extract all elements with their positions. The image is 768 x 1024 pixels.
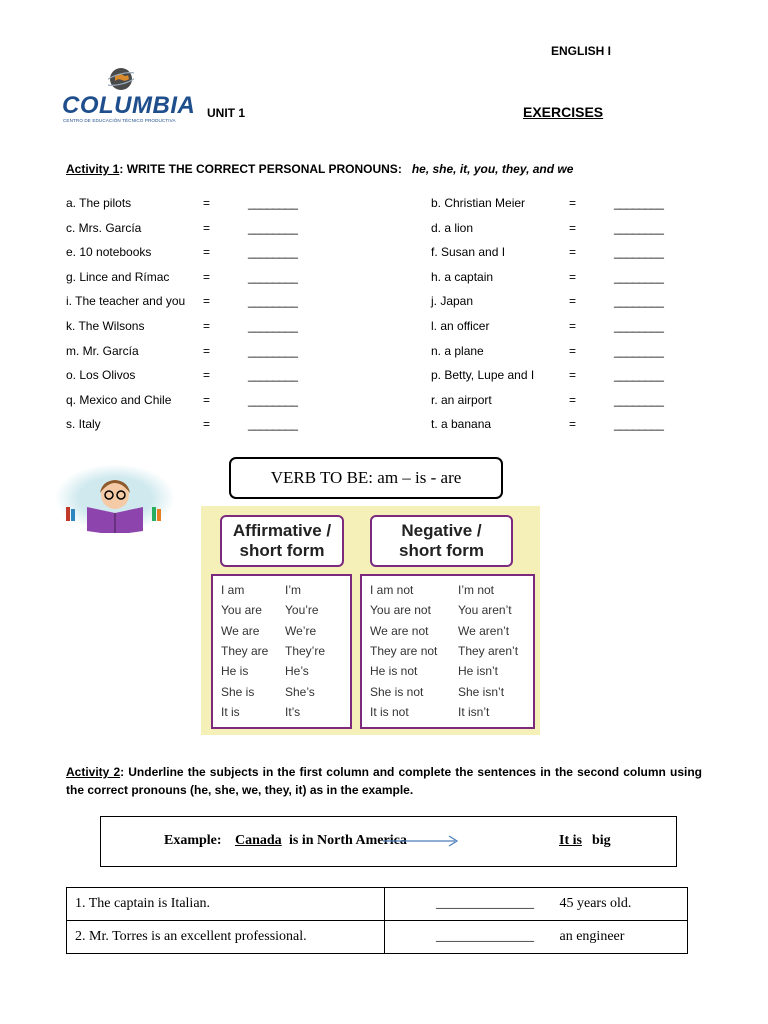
short-form-cell: She isn’t [458, 684, 505, 699]
full-form-cell: I am not [370, 583, 414, 597]
pronoun-item-label: q. Mexico and Chile [66, 393, 172, 407]
answer-blank[interactable]: ________ [248, 270, 298, 284]
equals-sign: = [203, 368, 211, 382]
answer-tail: an engineer [559, 929, 625, 944]
equals-sign: = [203, 417, 211, 431]
activity1-instruction: : WRITE THE CORRECT PERSONAL PRONOUNS: [119, 162, 402, 176]
pronoun-item-label: k. The Wilsons [66, 319, 145, 333]
activity1-label: Activity 1 [66, 162, 120, 176]
equals-sign: = [569, 368, 577, 382]
example-sentence-rest: is in North America [289, 833, 407, 848]
equals-sign: = [569, 221, 577, 235]
pronoun-item-label: r. an airport [431, 393, 492, 407]
short-form-cell: You aren’t [458, 603, 512, 618]
verb-to-be-box: VERB TO BE: am – is - are [229, 457, 503, 499]
table-row [67, 921, 688, 954]
answer-blank[interactable]: ________ [614, 270, 664, 284]
full-form-cell: You are not [370, 603, 431, 618]
page-title: EXERCISES [523, 104, 604, 120]
equals-sign: = [203, 221, 211, 235]
pronoun-item-label: j. Japan [431, 294, 474, 308]
short-form-cell: She’s [285, 684, 315, 699]
sentence-cell: 1. The captain is Italian. [67, 888, 385, 921]
pronoun-item-label: f. Susan and I [431, 245, 506, 259]
activity2-instruction: : Underline the subjects in the first column and complete the sentences in the second column using the correct pronouns (he, she, we, they, it) as in the example. [66, 765, 702, 797]
short-form-cell: I’m not [458, 583, 495, 597]
answer-blank[interactable]: ________ [248, 319, 298, 333]
full-form-cell: We are [221, 623, 260, 638]
reading-child-illustration [54, 463, 176, 533]
answer-blank[interactable]: ________ [248, 196, 298, 210]
pronoun-item-label: e. 10 notebooks [66, 245, 152, 259]
negative-grid [360, 574, 535, 729]
affirmative-header-line1: Affirmative / [232, 521, 332, 540]
affirmative-header-line2: short form [239, 541, 325, 560]
full-form-cell: They are not [370, 643, 438, 658]
answer-tail: 45 years old. [559, 896, 632, 911]
equals-sign: = [203, 270, 211, 284]
arrow-right-icon [383, 834, 459, 848]
equals-sign: = [203, 196, 211, 210]
pronoun-item-label: i. The teacher and you [66, 294, 186, 308]
unit-label: UNIT 1 [207, 106, 246, 120]
answer-blank[interactable]: ________ [614, 344, 664, 358]
answer-blank[interactable]: ________ [248, 221, 298, 235]
full-form-cell: They are [221, 643, 269, 658]
affirmative-grid [211, 574, 352, 729]
answer-blank[interactable]: ________ [614, 319, 664, 333]
full-form-cell: He is not [370, 664, 418, 679]
pronoun-item-label: g. Lince and Rímac [66, 270, 170, 284]
pronoun-item-label: n. a plane [431, 344, 484, 358]
pronoun-item-label: m. Mr. García [66, 344, 139, 358]
logo-subtitle: CENTRO DE EDUCACIÓN TÉCNICO PRODUCTIVA [63, 118, 176, 123]
full-form-cell: She is not [370, 684, 424, 699]
activity1-options: he, she, it, you, they, and we [411, 162, 574, 176]
answer-blank[interactable]: ________ [614, 294, 664, 308]
negative-header-line1: Negative / [401, 521, 482, 540]
short-form-cell: I’m [285, 583, 301, 597]
short-form-cell: They’re [285, 643, 326, 658]
pronoun-item-label: s. Italy [66, 417, 101, 431]
logo-wordmark: COLUMBIA [62, 92, 196, 119]
equals-sign: = [569, 245, 577, 259]
short-form-cell: It’s [285, 704, 301, 719]
pronoun-item-label: t. a banana [431, 417, 492, 431]
sentences-table [66, 887, 688, 954]
verb-to-be-table [201, 506, 540, 735]
equals-sign: = [569, 196, 577, 210]
course-title: ENGLISH I [551, 44, 612, 58]
answer-blank[interactable]: ________ [248, 344, 298, 358]
answer-cell[interactable] [385, 888, 688, 921]
answer-blank[interactable]: ________ [248, 368, 298, 382]
pronoun-item-label: b. Christian Meier [431, 196, 526, 210]
answer-blank[interactable]: ________ [248, 393, 298, 407]
equals-sign: = [203, 294, 211, 308]
answer-blank[interactable]: ________ [614, 221, 664, 235]
pronoun-item-label: p. Betty, Lupe and I [431, 368, 535, 382]
answer-blank[interactable]: ________ [614, 393, 664, 407]
equals-sign: = [569, 417, 577, 431]
answer-blank[interactable]: ________ [614, 196, 664, 210]
answer-blank[interactable]: ________ [614, 417, 664, 431]
equals-sign: = [569, 270, 577, 284]
answer-cell[interactable] [385, 921, 688, 954]
example-tail: big [592, 833, 611, 848]
answer-blank[interactable]: ______________ [436, 896, 534, 911]
negative-header-line2: short form [399, 541, 484, 560]
negative-header [370, 515, 513, 567]
pronoun-item-label: a. The pilots [66, 196, 132, 210]
short-form-cell: He isn’t [458, 664, 499, 679]
pronoun-item-label: o. Los Olivos [66, 368, 136, 382]
short-form-cell: We’re [285, 623, 317, 638]
answer-blank[interactable]: ________ [248, 417, 298, 431]
activity1-heading [66, 162, 573, 176]
answer-blank[interactable]: ________ [614, 368, 664, 382]
example-answer: It is [559, 833, 582, 848]
equals-sign: = [203, 393, 211, 407]
pronoun-item-label: h. a captain [431, 270, 494, 284]
short-form-cell: He’s [285, 664, 309, 679]
short-form-cell: We aren’t [458, 623, 510, 638]
equals-sign: = [203, 319, 211, 333]
globe-icon [108, 66, 134, 92]
table-row [67, 888, 688, 921]
short-form-cell: They aren’t [458, 643, 519, 658]
answer-blank[interactable]: ______________ [436, 929, 534, 944]
answer-blank[interactable]: ________ [248, 245, 298, 259]
equals-sign: = [569, 319, 577, 333]
full-form-cell: She is [221, 684, 255, 699]
pronoun-item-label: d. a lion [431, 221, 474, 235]
full-form-cell: We are not [370, 623, 429, 638]
sentence-cell: 2. Mr. Torres is an excellent professional. [67, 921, 385, 954]
equals-sign: = [203, 245, 211, 259]
equals-sign: = [203, 344, 211, 358]
short-form-cell: It isn’t [458, 704, 490, 719]
columbia-logo [62, 64, 197, 128]
full-form-cell: I am [221, 583, 245, 597]
pronoun-item-label: c. Mrs. García [66, 221, 142, 235]
answer-blank[interactable]: ________ [614, 245, 664, 259]
example-label: Example: [164, 833, 222, 848]
activity2-heading [66, 763, 702, 799]
full-form-cell: It is [221, 704, 240, 719]
activity2-label: Activity 2 [66, 765, 121, 779]
short-form-cell: You’re [285, 603, 319, 618]
pronoun-item-label: l. an officer [431, 319, 490, 333]
equals-sign: = [569, 393, 577, 407]
equals-sign: = [569, 294, 577, 308]
example-subject: Canada [235, 833, 282, 848]
full-form-cell: You are [221, 603, 262, 618]
full-form-cell: It is not [370, 704, 409, 719]
equals-sign: = [569, 344, 577, 358]
affirmative-header [220, 515, 344, 567]
full-form-cell: He is [221, 664, 249, 679]
answer-blank[interactable]: ________ [248, 294, 298, 308]
